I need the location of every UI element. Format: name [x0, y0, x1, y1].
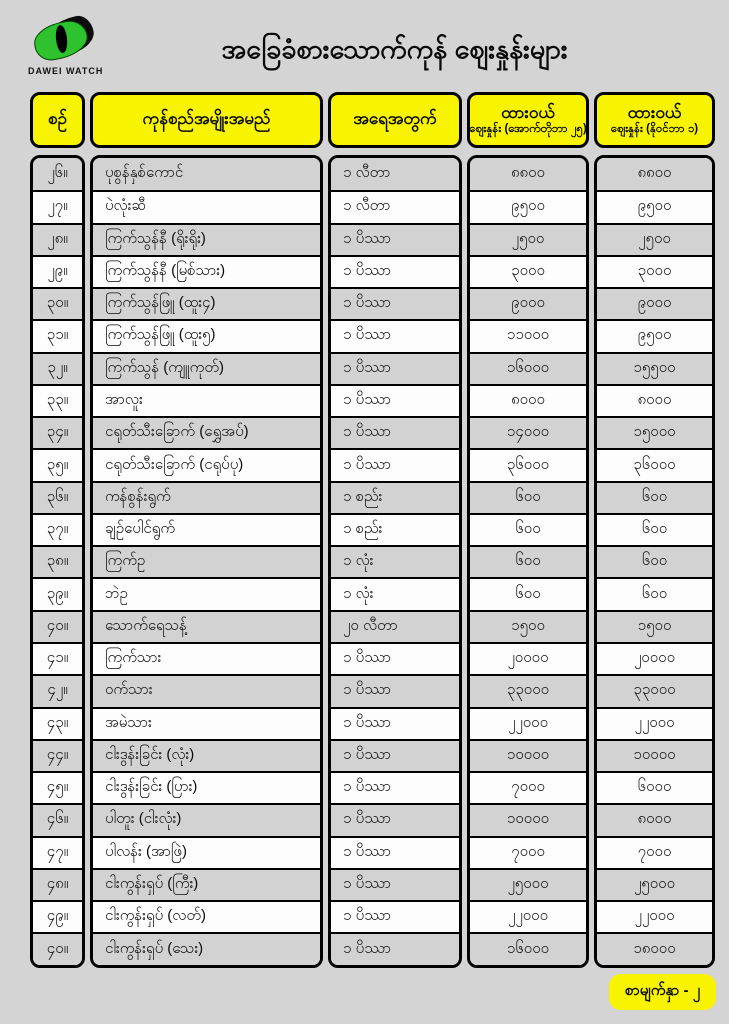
cell-name: ကြက်သွန်နီ (မြစ်သား) — [93, 255, 320, 287]
cell-name: ဝက်သား — [93, 674, 320, 706]
cell-serial: ၂၈။ — [33, 223, 82, 255]
col-body-quantity — [328, 155, 462, 968]
cell-quantity: ၂၀ လီတာ — [331, 610, 459, 642]
cell-name: ငါးဒွန်းခြင်း (ပြား) — [93, 771, 320, 803]
cell-price-oct: ၉၀၀၀ — [470, 287, 586, 319]
cell-serial: ၄၀။ — [33, 932, 82, 964]
cell-quantity: ၁ ပိဿာ — [331, 255, 459, 287]
cell-serial: ၃၁။ — [33, 319, 82, 351]
cell-quantity: ၁ လီတာ — [331, 190, 459, 222]
cell-serial: ၂၆။ — [33, 158, 82, 190]
cell-price-nov: ၉၅၀၀ — [597, 319, 712, 351]
cell-serial: ၄၂။ — [33, 674, 82, 706]
cell-name: ကြက်သား — [93, 642, 320, 674]
price-table — [30, 92, 715, 968]
price-nov-date-label: ဈေးနှုန်း (နိုဝင်ဘာ ၁) — [610, 123, 699, 136]
cell-serial: ၃၉။ — [33, 577, 82, 609]
cell-quantity: ၁ ပိဿာ — [331, 932, 459, 964]
cell-quantity: ၁ ပိဿာ — [331, 384, 459, 416]
cell-price-oct: ၁၁၀၀၀ — [470, 319, 586, 351]
cell-serial: ၃၂။ — [33, 352, 82, 384]
cell-price-oct: ၃၆၀၀၀ — [470, 448, 586, 480]
cell-price-nov: ၆၀၀ — [597, 481, 712, 513]
cell-price-nov: ၆၀၀၀ — [597, 771, 712, 803]
cell-name: ပုစွန်နှစ်ကောင် — [93, 158, 320, 190]
cell-quantity: ၁ ပိဿာ — [331, 771, 459, 803]
cell-quantity: ၁ လီတာ — [331, 158, 459, 190]
cell-price-nov: ၉၀၀၀ — [597, 287, 712, 319]
cell-serial: ၃၄။ — [33, 416, 82, 448]
cell-price-nov: ၂၅၀၀၀ — [597, 868, 712, 900]
cell-price-nov: ၂၀၀၀၀ — [597, 642, 712, 674]
cell-price-nov: ၆၀၀ — [597, 545, 712, 577]
cell-serial: ၃၀။ — [33, 287, 82, 319]
cell-name: ပါလန်း (အာဖြဲ) — [93, 836, 320, 868]
cell-price-oct: ၂၂၀၀၀ — [470, 900, 586, 932]
price-oct-date-label: ဈေးနှုန်း (အောက်တိုဘာ ၂၅) — [469, 123, 587, 136]
cell-price-nov: ၈၈၀၀ — [597, 158, 712, 190]
cell-serial: ၄၄။ — [33, 739, 82, 771]
cell-quantity: ၁ ပိဿာ — [331, 287, 459, 319]
cell-price-oct: ၃၀၀၀ — [470, 255, 586, 287]
cell-serial: ၂၇။ — [33, 190, 82, 222]
cell-quantity: ၁ ပိဿာ — [331, 352, 459, 384]
cell-price-nov: ၁၅၅၀၀ — [597, 352, 712, 384]
cell-price-oct: ၆၀၀ — [470, 545, 586, 577]
col-header-name: ကုန်စည်အမျိုးအမည် — [90, 92, 323, 148]
logo-text: DAWEI WATCH — [28, 66, 104, 76]
cell-price-oct: ၇၀၀၀ — [470, 836, 586, 868]
cell-quantity: ၁ ပိဿာ — [331, 868, 459, 900]
cell-serial: ၄၀။ — [33, 610, 82, 642]
cell-price-oct: ၂၅၀၀ — [470, 223, 586, 255]
cell-name: ငရုတ်သီးခြောက် (ရွှေအပ်) — [93, 416, 320, 448]
cell-price-oct: ၁၅၀၀ — [470, 610, 586, 642]
cell-price-nov: ၉၅၀၀ — [597, 190, 712, 222]
cell-quantity: ၁ ပိဿာ — [331, 674, 459, 706]
col-body-price-nov — [594, 155, 715, 968]
cell-serial: ၄၉။ — [33, 900, 82, 932]
price-nov-city-label: ထားဝယ် — [627, 102, 682, 122]
cell-serial: ၂၉။ — [33, 255, 82, 287]
cell-serial: ၃၇။ — [33, 513, 82, 545]
cell-name: ကြက်သွန်နီ (ရိုးရိုး) — [93, 223, 320, 255]
cell-name: ငါးကွန်းရှပ် (သေး) — [93, 932, 320, 964]
cell-quantity: ၁ ပိဿာ — [331, 707, 459, 739]
cell-price-oct: ၁၄၀၀၀ — [470, 416, 586, 448]
cell-quantity: ၁ စည်း — [331, 513, 459, 545]
cell-name: ပါတူး (ငါးလုံး) — [93, 803, 320, 835]
column-name — [90, 92, 323, 968]
cell-serial: ၃၆။ — [33, 481, 82, 513]
cell-name: ငါးကွန်းရှပ် (ကြီး) — [93, 868, 320, 900]
cell-quantity: ၁ ပိဿာ — [331, 836, 459, 868]
cell-quantity: ၁ ပိဿာ — [331, 739, 459, 771]
cell-serial: ၃၃။ — [33, 384, 82, 416]
cell-quantity: ၁ ပိဿာ — [331, 416, 459, 448]
cell-price-nov: ၂၅၀၀ — [597, 223, 712, 255]
cell-price-nov: ၇၀၀၀ — [597, 836, 712, 868]
column-price-nov — [594, 92, 715, 968]
cell-name: ကန်စွန်းရွက် — [93, 481, 320, 513]
cell-name: ဘဲဥ — [93, 577, 320, 609]
cell-serial: ၄၆။ — [33, 803, 82, 835]
cell-price-oct: ၇၀၀၀ — [470, 771, 586, 803]
column-quantity — [328, 92, 462, 968]
cell-price-nov: ၁၅၀၀၀ — [597, 416, 712, 448]
column-price-oct — [467, 92, 589, 968]
cell-quantity: ၁ ပိဿာ — [331, 900, 459, 932]
price-oct-city-label: ထားဝယ် — [501, 102, 555, 122]
cell-price-oct: ၂၂၀၀၀ — [470, 707, 586, 739]
cell-price-oct: ၂၅၀၀၀ — [470, 868, 586, 900]
cell-price-nov: ၁၅၀၀ — [597, 610, 712, 642]
cell-name: ကြက်ဥ — [93, 545, 320, 577]
cell-price-oct: ၂၀၀၀၀ — [470, 642, 586, 674]
cell-name: ငါးကွန်းရှပ် (လတ်) — [93, 900, 320, 932]
col-header-price-oct — [467, 92, 589, 148]
cell-price-nov: ၆၀၀ — [597, 513, 712, 545]
cell-price-oct: ၁၆၀၀၀ — [470, 352, 586, 384]
page-title: အခြေခံစားသောက်ကုန် ဈေးနှုန်းများ — [221, 34, 568, 64]
cell-quantity: ၁ လုံး — [331, 545, 459, 577]
cell-price-nov: ၂၂၀၀၀ — [597, 900, 712, 932]
cell-serial: ၄၈။ — [33, 868, 82, 900]
col-body-name — [90, 155, 323, 968]
col-body-serial — [30, 155, 85, 968]
col-header-price-nov — [594, 92, 715, 148]
cell-price-nov: ၈၀၀၀ — [597, 384, 712, 416]
col-body-price-oct — [467, 155, 589, 968]
cell-price-oct: ၁၀၀၀၀ — [470, 739, 586, 771]
cell-quantity: ၁ စည်း — [331, 481, 459, 513]
cell-name: ငါးဒွန်းခြင်း (လုံး) — [93, 739, 320, 771]
cell-serial: ၄၃။ — [33, 707, 82, 739]
cell-serial: ၃၈။ — [33, 545, 82, 577]
cell-name: ကြက်သွန်ဖြူ (ထူး၄) — [93, 287, 320, 319]
cell-serial: ၄၁။ — [33, 642, 82, 674]
column-serial — [30, 92, 85, 968]
cell-name: ပဲလုံးဆီ — [93, 190, 320, 222]
cell-price-nov: ၈၀၀၀ — [597, 803, 712, 835]
cell-quantity: ၁ ပိဿာ — [331, 642, 459, 674]
cell-price-nov: ၂၂၀၀၀ — [597, 707, 712, 739]
cell-price-nov: ၃၀၀၀ — [597, 255, 712, 287]
col-header-quantity: အရေအတွက် — [328, 92, 462, 148]
cell-price-oct: ၃၃၀၀၀ — [470, 674, 586, 706]
cell-name: ကြက်သွန် (ကျူကုတ်) — [93, 352, 320, 384]
cell-name: အမဲသား — [93, 707, 320, 739]
cell-price-oct: ၁၀၀၀၀ — [470, 803, 586, 835]
cell-price-nov: ၆၀၀ — [597, 577, 712, 609]
cell-price-oct: ၆၀၀ — [470, 513, 586, 545]
cell-price-nov: ၃၆၀၀၀ — [597, 448, 712, 480]
cell-name: သောက်ရေသန့် — [93, 610, 320, 642]
cell-price-oct: ၆၀၀ — [470, 481, 586, 513]
cell-serial: ၄၇။ — [33, 836, 82, 868]
cell-price-nov: ၃၃၀၀၀ — [597, 674, 712, 706]
cell-quantity: ၁ လုံး — [331, 577, 459, 609]
cell-name: အာလူး — [93, 384, 320, 416]
cell-quantity: ၁ ပိဿာ — [331, 448, 459, 480]
cell-name: ငရုတ်သီးခြောက် (ငရုပ်ပု) — [93, 448, 320, 480]
cell-serial: ၃၅။ — [33, 448, 82, 480]
cell-price-oct: ၆၀၀ — [470, 577, 586, 609]
cell-price-oct: ၁၆၀၀၀ — [470, 932, 586, 964]
cell-quantity: ၁ ပိဿာ — [331, 803, 459, 835]
cell-quantity: ၁ ပိဿာ — [331, 319, 459, 351]
cell-price-oct: ၈၀၀၀ — [470, 384, 586, 416]
page-number-badge: စာမျက်နှာ - ၂ — [609, 974, 716, 1010]
cell-price-oct: ၈၈၀၀ — [470, 158, 586, 190]
cell-name: ချဉ်ပေါင်ရွက် — [93, 513, 320, 545]
cell-serial: ၄၅။ — [33, 771, 82, 803]
cell-price-nov: ၁၈၀၀၀ — [597, 932, 712, 964]
cell-price-nov: ၁၀၀၀၀ — [597, 739, 712, 771]
cell-name: ကြက်သွန်ဖြူ (ထူး၅) — [93, 319, 320, 351]
cell-price-oct: ၉၅၀၀ — [470, 190, 586, 222]
cell-quantity: ၁ ပိဿာ — [331, 223, 459, 255]
col-header-serial: စဉ် — [30, 92, 85, 148]
